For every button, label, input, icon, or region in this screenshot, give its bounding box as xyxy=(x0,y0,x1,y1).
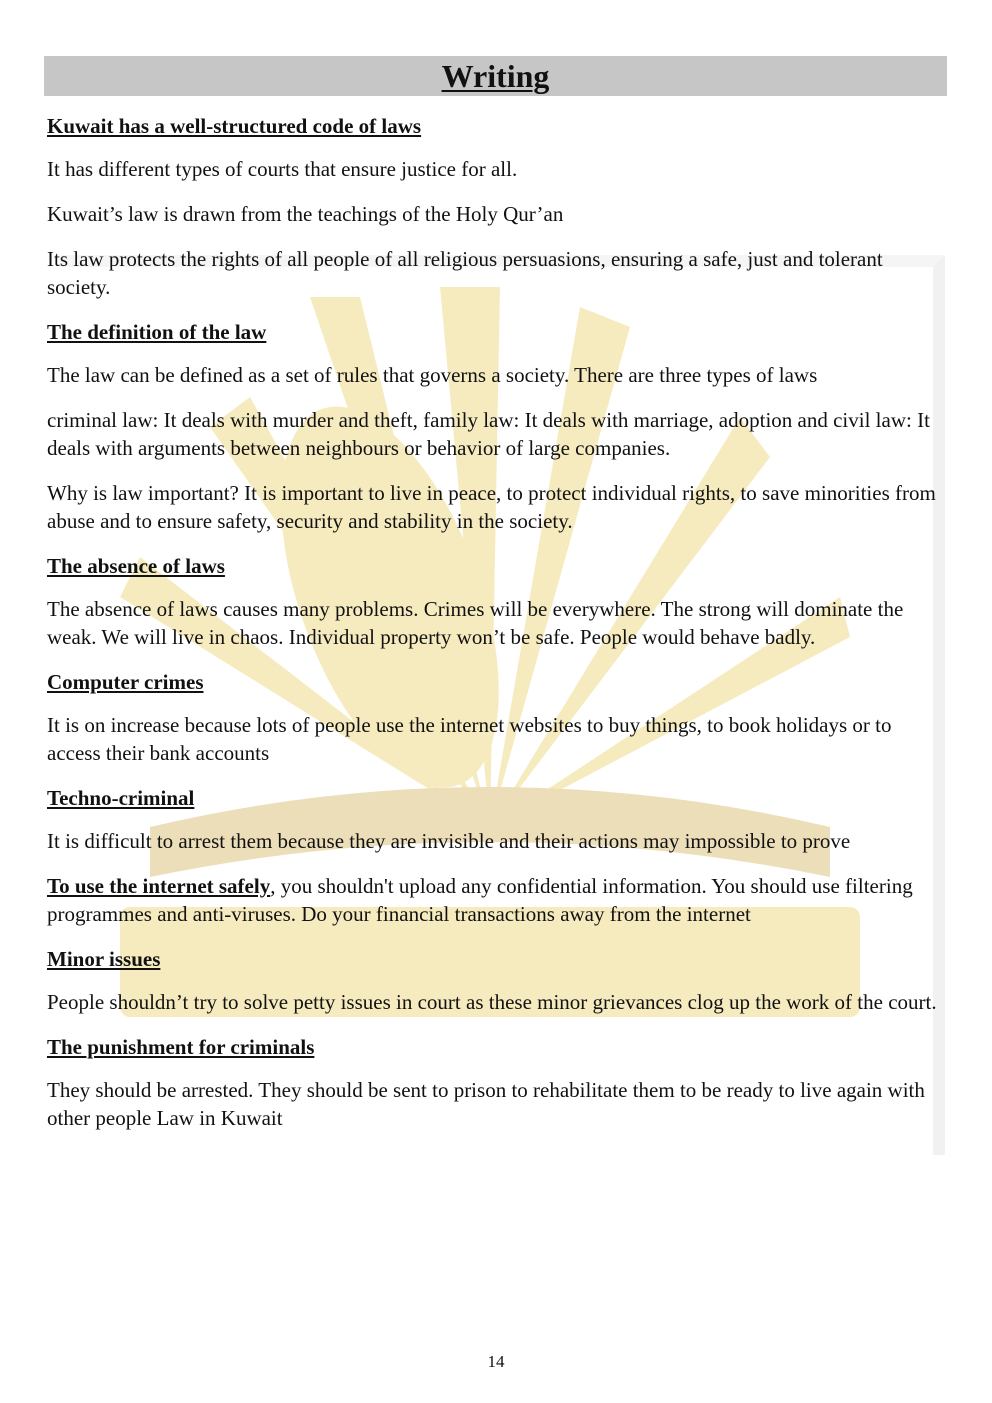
page-title: Writing xyxy=(441,58,550,94)
section-heading-absence: The absence of laws xyxy=(47,554,225,578)
title-bar xyxy=(44,56,947,96)
paragraph: Kuwait’s law is drawn from the teachings of the Holy Qur’an xyxy=(47,202,564,226)
paragraph: It is difficult to arrest them because they are invisible and their actions may impossible to prove xyxy=(47,829,851,853)
section-heading-punishment: The punishment for criminals xyxy=(47,1035,315,1059)
section-heading-kuwait-laws: Kuwait has a well-structured code of laws xyxy=(47,114,422,138)
paragraph: criminal law: It deals with murder and theft, family law: It deals with marriage, adoption and civil law: It deals with arguments between neighbours or behavior of large companies. xyxy=(47,408,930,460)
section-heading-computer-crimes: Computer crimes xyxy=(47,670,204,694)
paragraph: It is on increase because lots of people use the internet websites to buy things, to book holidays or to access their bank accounts xyxy=(47,713,892,765)
section-heading-techno-criminal: Techno-criminal xyxy=(47,786,195,810)
paragraph: The law can be defined as a set of rules that governs a society. There are three types of laws xyxy=(47,363,818,387)
paragraph-text: , you shouldn't upload any confidential information. You should use filtering programmes and anti-viruses. Do your financial transactions away from the internet xyxy=(47,874,913,926)
inline-heading-internet-safely: To use the internet safely xyxy=(47,874,271,898)
paragraph-internet-safety xyxy=(47,872,945,928)
section-heading-definition: The definition of the law xyxy=(47,320,267,344)
paragraph: They should be arrested. They should be sent to prison to rehabilitate them to be ready to live again with other people Law in Kuwait xyxy=(47,1078,925,1130)
section-heading-minor-issues: Minor issues xyxy=(47,947,161,971)
paragraph: Its law protects the rights of all people of all religious persuasions, ensuring a safe, just and tolerant society. xyxy=(47,247,883,299)
paragraph: People shouldn’t try to solve petty issues in court as these minor grievances clog up the work of the court. xyxy=(47,990,937,1014)
page-number: 14 xyxy=(487,1352,505,1371)
paragraph: It has different types of courts that ensure justice for all. xyxy=(47,157,518,181)
document-body xyxy=(47,112,945,1149)
paragraph: The absence of laws causes many problems. Crimes will be everywhere. The strong will dominate the weak. We will live in chaos. Individual property won’t be safe. People would behave badly. xyxy=(47,597,904,649)
paragraph: Why is law important? It is important to live in peace, to protect individual rights, to save minorities from abuse and to ensure safety, security and stability in the society. xyxy=(47,481,936,533)
